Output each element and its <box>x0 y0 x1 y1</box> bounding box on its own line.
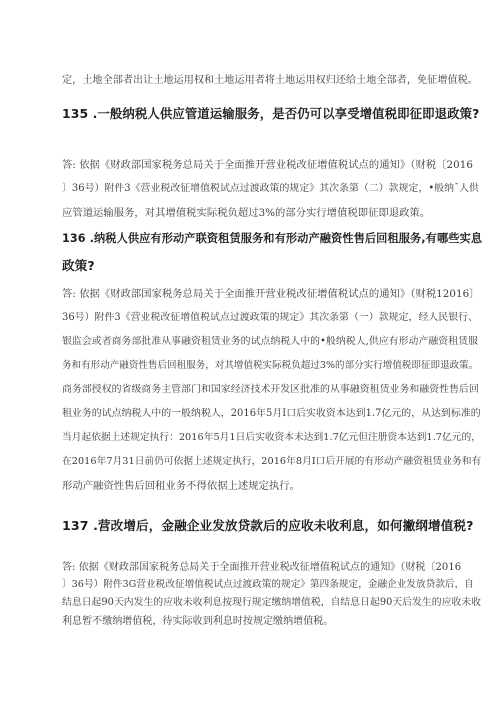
answer-136-line: 银监会或者商务部批准从事融资租赁业务的试点纳税人中的•般纳税人,供应有形动产融资租赁服 <box>62 336 478 347</box>
answer-136-line: 当月起依据上述规定执行：2016年5月1日后实收资本未达到1.7亿元但注册资本达到1.7亿元的， <box>62 432 481 443</box>
question-137-heading: 137 .营改增后，金融企业发放贷款后的应收未收利息，如何撇纲增值税? <box>62 518 474 533</box>
question-135-heading: 135 .一般纳税人供应管道运输服务，是否仍可以享受增值税即征即退政策? <box>62 106 480 121</box>
answer-135-line: 应管道运输服务，对其增值税实际税负超过3%的部分实行增值税即征即退政策。 <box>62 207 431 219</box>
answer-136-line: 36号）附件3《营业税改征增值税试点过渡政策的规定》其次条第（一）款规定，经人民银行、 <box>62 312 479 323</box>
answer-136-line: 租业务的试点纳税人中的一般纳税人，2016年5月I口后实收资本达到1.7亿元的，从达到标准的 <box>62 408 481 419</box>
answer-136-line: 形动产融资性售后回租业务不得依据上述规定执行。 <box>62 480 300 492</box>
intro-line: 定，土地全部者出让土地运用权和土地运用者将土地运用权归还给土地全部者，免征增值税。 <box>62 75 478 86</box>
answer-136-line: 商务部授权的省级商务主管部门和国家经济技术开发区批准的从事融资租赁业务和融资性售后回 <box>62 384 479 395</box>
answer-136-line: 答: 依据《财政部国家税务总局关于全面推开营业税改征增值税试点的通知》（财税12016〕 <box>62 288 480 300</box>
answer-135-line: 〕36号）附件3《营业税改征增值税试点过渡政策的规定》其次条第（二）款规定，•般纳ˉ人供 <box>62 183 479 194</box>
answer-136-line: 务和有形动产融资性售后回租服务，对其增值税实际税负超过3%的部分实行增值税即征即退政策。 <box>62 360 479 371</box>
answer-135-line: 答: 依据《财政部国家税务总局关于全面推开营业税改征增值税试点的通知》（财税〔2016 <box>62 159 473 171</box>
answer-136-line: 在2016年7月31日前仍可依据上述规定执行，2016年8月I口后开展的有形动产融资租赁业务和有 <box>62 456 482 467</box>
answer-137-line: 答: 依据《财政部国家税务总局关于全面推开营业税改征增值税试点的通知》（财税〔2016 <box>62 562 462 573</box>
answer-137-line: 〕36号）附件3G营业税改征增值税试点过渡政策的规定》第四条规定，金融企业发放贷款后，自 <box>62 579 474 590</box>
question-136-heading: 政策? <box>62 258 95 273</box>
question-136-heading: 136 .纳税人供应有形动产联资租赁服务和有形动产融资性售后回租服务,有哪些实息 <box>62 232 483 245</box>
answer-137-line: 利息暂不缴纳增值税，待实际收到利息时按规定缴纳增值税。 <box>62 616 334 627</box>
answer-137-line: 结息日起90天内发生的应收未收利息按现行规定缴纳增值税，自结息日起90天后发生的应收未收 <box>62 597 482 608</box>
